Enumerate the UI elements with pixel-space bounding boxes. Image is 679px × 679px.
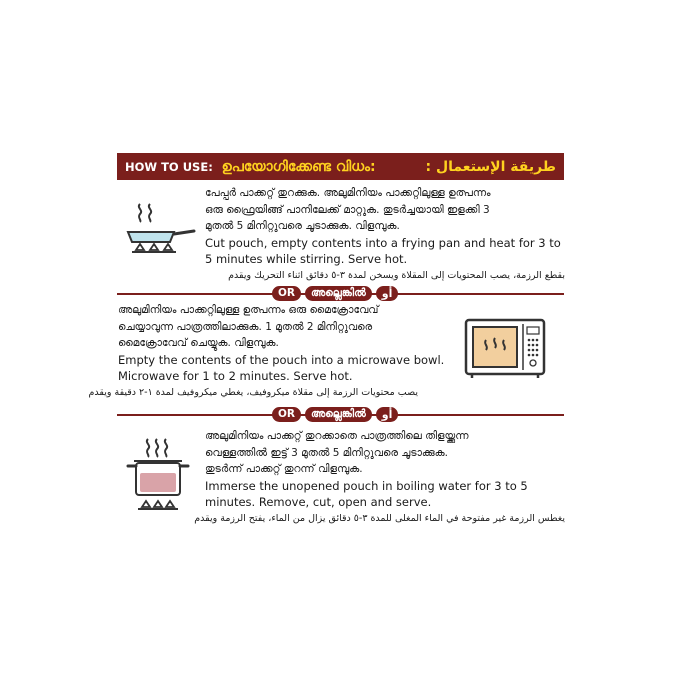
or-ar-pill: أو — [376, 286, 399, 301]
or-divider — [117, 286, 564, 300]
boiling-pot-icon — [126, 437, 190, 513]
method-boil-ml-line: വെള്ളത്തിൽ ഇട്ട് 3 മുതൽ 5 മിനിറ്റുവരെ ചൂടാക്കുക. — [205, 446, 449, 459]
header-title-en: HOW TO USE: — [125, 159, 213, 174]
method-pan-ml-line: മുതൽ 5 മിനിറ്റുവരെ ചൂടാക്കുക. വിളമ്പുക. — [205, 220, 400, 232]
method-microwave-ml-line: അലുമിനിയം പാക്കറ്റിലുള്ള ഉത്പന്നം ഒരു മൈക്രോവേവ് — [118, 304, 379, 316]
method-microwave-ml-line: മൈക്രോവേവ് ചെയ്യുക. വിളമ്പുക. — [118, 337, 279, 349]
frying-pan-icon — [124, 200, 196, 264]
method-microwave-en-line: Microwave for 1 to 2 minutes. Serve hot. — [118, 369, 353, 383]
header-title-ar: طريقة الإستعمال : — [425, 158, 556, 175]
method-boil-ml-line: അലുമിനിയം പാക്കറ്റ് തുറക്കാതെ പാത്രത്തിലെ തിളയ്ക്കുന്ന — [205, 430, 469, 442]
method-pan-en-line: Cut pouch, empty contents into a frying pan and heat for 3 to — [205, 235, 561, 250]
method-boil-en-line: minutes. Remove, cut, open and serve. — [205, 495, 432, 509]
or-en-pill: OR — [272, 407, 301, 422]
header-title-left — [125, 159, 376, 175]
method-microwave-ml-line: ചെയ്യാവുന്ന പാത്രത്തിലാക്കുക. 1 മുതൽ 2 മിനിറ്റുവരെ — [118, 320, 373, 333]
method-pan-en-line: 5 minutes while stirring. Serve hot. — [205, 252, 408, 266]
or-pills — [272, 407, 398, 422]
method-pan-ml-line: ഒരു ഫ്രൈയിങ്ങ് പാനിലേക്ക് മാറ്റുക. തുടർച്ചയായി ഇളക്കി 3 — [205, 203, 490, 216]
or-divider — [117, 407, 564, 421]
microwave-icon — [464, 318, 546, 380]
or-ml-pill: അല്ലെങ്കിൽ — [305, 407, 372, 422]
method-pan-ml-line: പേപ്പർ പാക്കറ്റ് തുറക്കുക. അലുമിനിയം പാക്കറ്റിലുള്ള ഉത്പന്നം — [205, 187, 491, 199]
method-boil-ar: يغطس الرزمة غير مفتوحة في الماء المغلى للمدة ٣-٥ دقائق يزال من الماء، يفتح الرزمة ويقدم — [194, 512, 565, 524]
method-pan-ar: بقطع الرزمة، يصب المحتويات إلى المقلاة ويسخن لمدة ٣-٥ دقائق اثناء التحريك ويقدم — [228, 269, 565, 281]
method-boil — [194, 428, 565, 527]
or-ml-pill: അല്ലെങ്കിൽ — [305, 286, 372, 301]
method-microwave-en-line: Empty the contents of the pouch into a microwave bowl. — [118, 352, 445, 367]
instructions-header — [117, 153, 564, 180]
method-microwave — [88, 302, 478, 401]
method-boil-en-line: Immerse the unopened pouch in boiling water for 3 to 5 — [205, 478, 528, 493]
or-pills — [272, 286, 398, 301]
method-boil-ml-line: തുടർന്ന് പാക്കറ്റ് തുറന്ന് വിളമ്പുക. — [205, 463, 363, 475]
or-ar-pill: أو — [376, 407, 399, 422]
or-en-pill: OR — [272, 286, 301, 301]
method-microwave-ar: يصب محتويات الرزمة إلى مقلاة ميكروفيف، يغطي ميكروفيف لمدة ١-٢ دقيقة ويقدم — [88, 386, 418, 398]
header-title-ml: ഉപയോഗിക്കേണ്ട വിധം: — [221, 158, 376, 175]
method-pan — [205, 185, 565, 284]
